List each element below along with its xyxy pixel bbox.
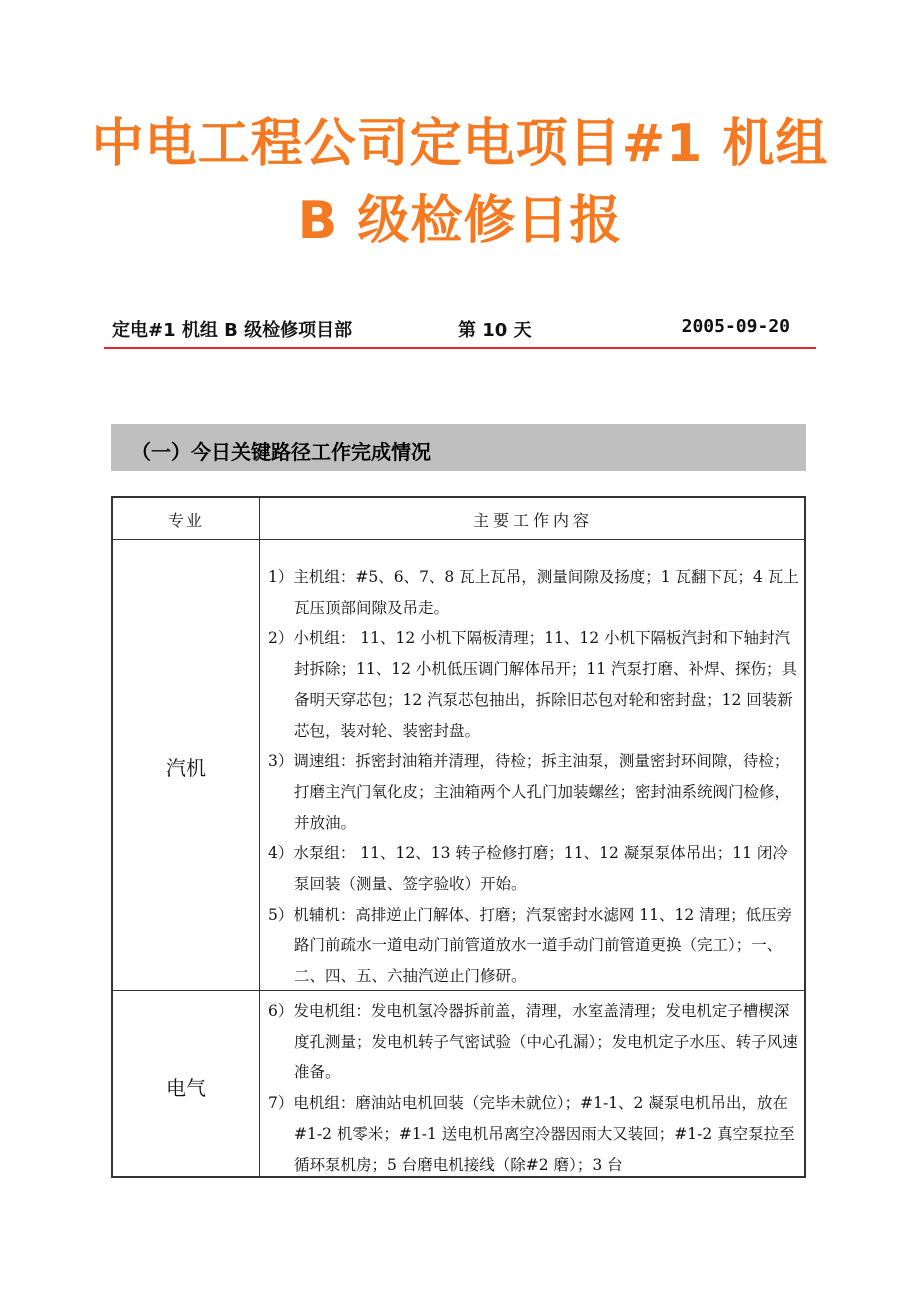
section-header bbox=[111, 424, 806, 471]
day-counter: 第 10 天 bbox=[458, 320, 532, 341]
section-title: （一）今日关键路径工作完成情况 bbox=[131, 440, 431, 464]
department-name: 定电#1 机组 B 级检修项目部 bbox=[112, 320, 353, 341]
report-title-line2: B 级检修日报 bbox=[297, 191, 623, 251]
specialty-cell: 电气 bbox=[166, 1076, 206, 1100]
column-header-specialty: 专业 bbox=[167, 511, 204, 530]
work-content-cell bbox=[268, 562, 800, 992]
work-item: 4）水泵组： 11、12、13 转子检修打磨；11、12 凝泵泵体吊出；11 闭冷泵回装（测量、签字验收）开始。 bbox=[268, 844, 788, 894]
work-item: 1）主机组：#5、6、7、8 瓦上瓦吊，测量间隙及扬度；1 瓦翻下瓦；4 瓦上瓦压顶部间隙及吊走。 bbox=[268, 568, 799, 617]
report-title-line1: 中电工程公司定电项目#1 机组 bbox=[91, 114, 829, 174]
work-item: 2）小机组： 11、12 小机下隔板清理；11、12 小机下隔板汽封和下轴封汽封拆除；11、12 小机低压调门解体吊开；11 汽泵打磨、补焊、探伤；具备明天穿芯包；12 汽泵芯包抽出，拆除旧芯包对轮和密封盘；12 回装新芯包，装对轮、装密封盘。 bbox=[268, 629, 798, 740]
column-header-content: 主要工作内容 bbox=[472, 511, 593, 530]
work-item: 7）电机组：磨油站电机回装（完毕未就位）；#1-1、2 凝泵电机吊出，放在#1-2 机零米；#1-1 送电机吊离空冷器因雨大又装回；#1-2 真空泵拉至循环泵机房；5 台磨电机接线（除#2 磨）；3 台 bbox=[268, 1094, 795, 1174]
work-item: 6）发电机组：发电机氢冷器拆前盖，清理，水室盖清理；发电机定子槽楔深度孔测量；发电机转子气密试验（中心孔漏）；发电机定子水压、转子风速准备。 bbox=[268, 1002, 798, 1082]
column-divider bbox=[259, 498, 260, 1176]
work-content-cell bbox=[268, 996, 800, 1174]
specialty-cell: 汽机 bbox=[166, 756, 206, 780]
work-table bbox=[111, 496, 806, 1178]
header-row-divider bbox=[113, 539, 804, 540]
header-divider bbox=[104, 347, 816, 349]
work-item: 5）机辅机：高排逆止门解体、打磨；汽泵密封水滤网 11、12 清理；低压旁路门前疏水一道电动门前管道放水一道手动门前管道更换（完工）；一、二、四、五、六抽汽逆止门修研。 bbox=[268, 905, 793, 986]
report-date: 2005-09-20 bbox=[681, 316, 790, 337]
work-item: 3）调速组：拆密封油箱并清理，待检；拆主油泵，测量密封环间隙，待检；打磨主汽门氧化皮；主油箱两个人孔门加装螺丝；密封油系统阀门检修，并放油。 bbox=[268, 752, 791, 832]
